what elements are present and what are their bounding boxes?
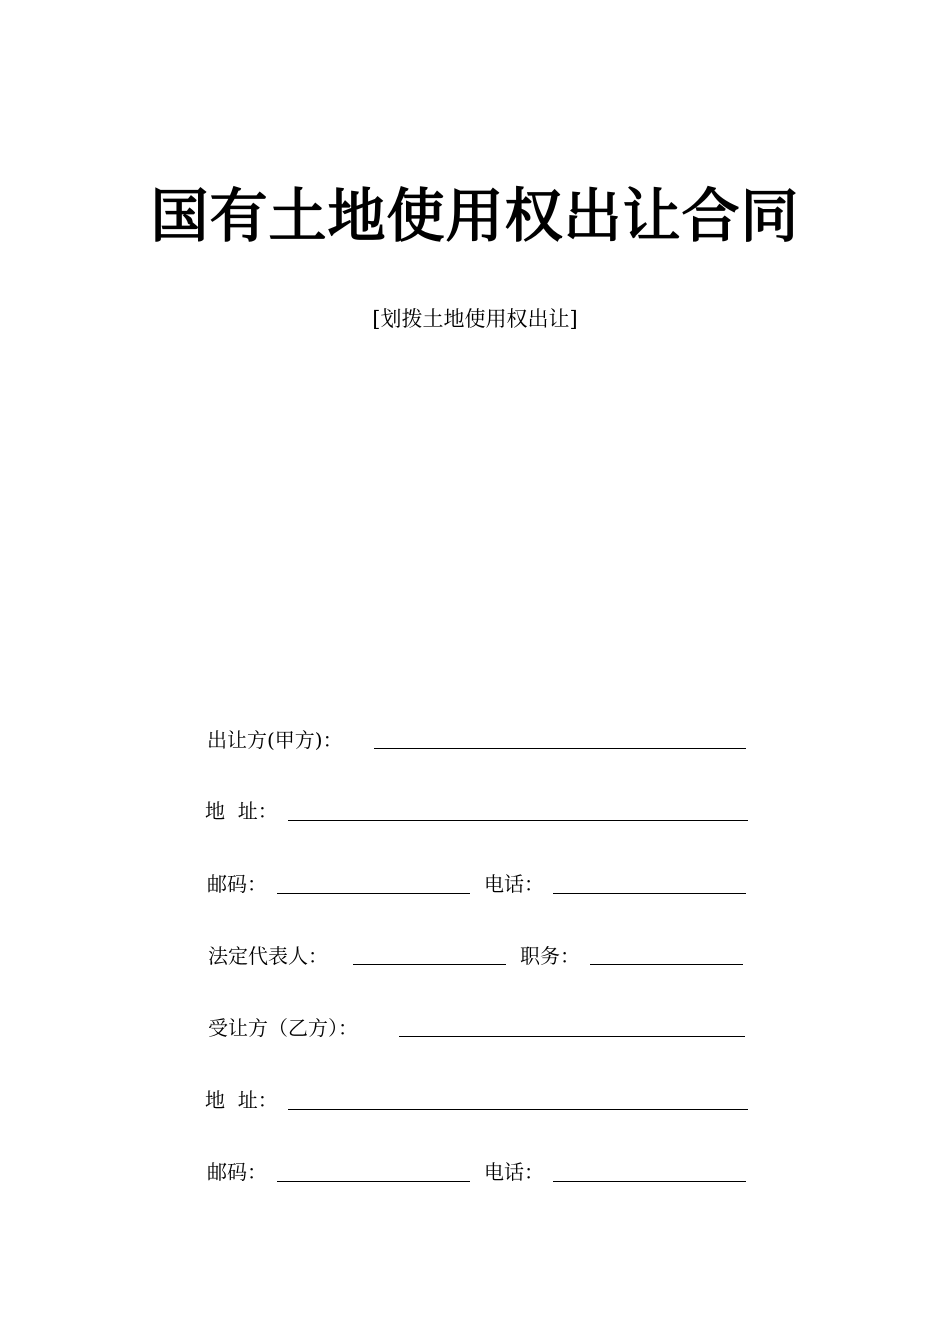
party-a-address-label: 地 址： <box>205 799 278 823</box>
legal-rep-blank[interactable] <box>353 964 506 965</box>
party-b-label: 受让方（乙方）： <box>208 1016 358 1040</box>
party-a-blank[interactable] <box>374 748 746 749</box>
party-b-postcode-label: 邮码： <box>207 1160 267 1184</box>
document-title: 国有土地使用权出让合同 <box>150 182 800 250</box>
party-b-phone-label: 电话： <box>484 1160 544 1184</box>
document-subtitle: [划拨土地使用权出让] <box>372 307 578 331</box>
party-a-label: 出让方(甲方)： <box>207 728 343 752</box>
position-blank[interactable] <box>590 964 743 965</box>
party-a-postcode-label: 邮码： <box>207 872 267 896</box>
party-a-phone-label: 电话： <box>484 872 544 896</box>
party-b-address-label: 地 址： <box>205 1088 278 1112</box>
position-label: 职务： <box>520 944 580 968</box>
party-b-blank[interactable] <box>399 1036 745 1037</box>
party-b-phone-blank[interactable] <box>553 1181 746 1182</box>
party-a-address-blank[interactable] <box>288 820 748 821</box>
legal-rep-label: 法定代表人： <box>208 944 328 968</box>
party-a-postcode-blank[interactable] <box>277 893 470 894</box>
party-a-phone-blank[interactable] <box>553 893 746 894</box>
party-b-postcode-blank[interactable] <box>277 1181 470 1182</box>
party-b-address-blank[interactable] <box>288 1109 748 1110</box>
